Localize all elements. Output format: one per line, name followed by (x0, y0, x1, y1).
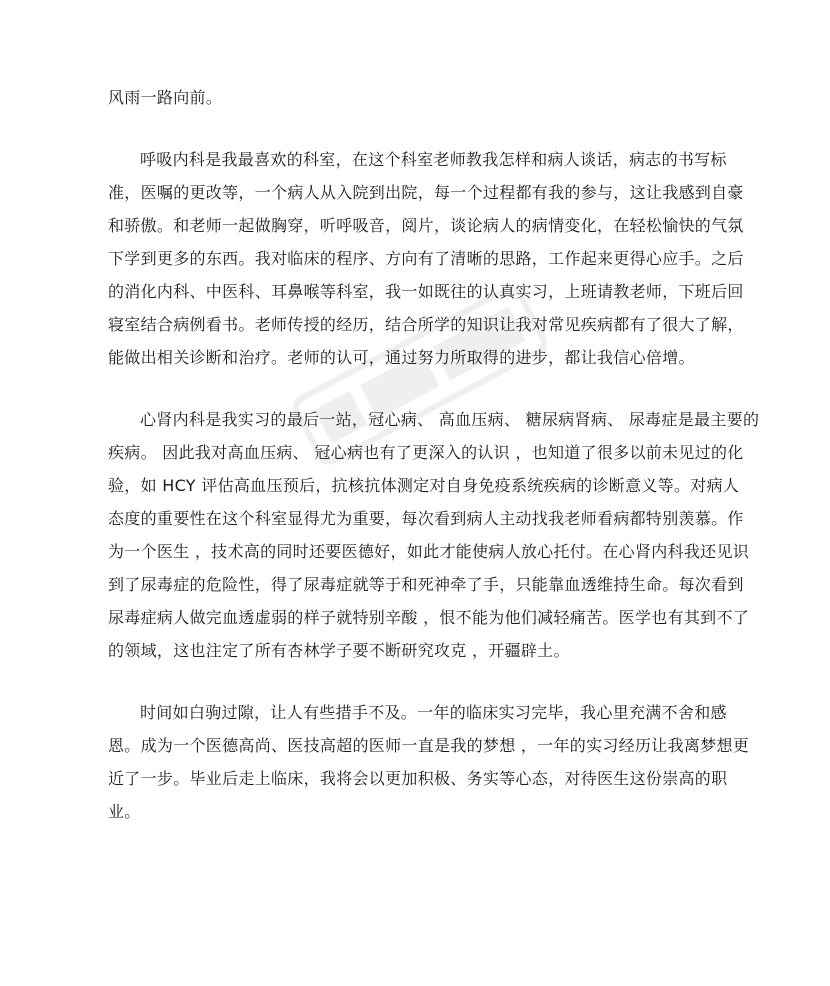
paragraph-3-line-6: 到了尿毒症的危险性，得了尿毒症就等于和死神牵了手，只能靠血透维持生命。每次看到 (108, 575, 744, 594)
paragraph-3-line-1: 心肾内科是我实习的最后一站，冠心病、 高血压病、 糖尿病肾病、 尿毒症是最主要的 (140, 410, 760, 429)
paragraph-3-line-7: 尿毒症病人做完血透虚弱的样子就特别辛酸 ，恨不能为他们减轻痛苦。医学也有其到不了 (108, 608, 750, 627)
paragraph-2-line-6: 寝室结合病例看书。老师传授的经历，结合所学的知识让我对常见疾病都有了很大了解， (108, 315, 744, 334)
paragraph-3-line-5: 为一个医生 ，技术高的同时还要医德好，如此才能使病人放心托付。在心肾内科我还见识 (108, 542, 750, 561)
paragraph-1-line-1: 风雨一路向前。 (108, 88, 223, 107)
paragraph-2-line-4: 下学到更多的东西。我对临床的程序、方向有了清晰的思路，工作起来更得心应手。之后 (108, 249, 744, 268)
paragraph-3-line-2: 疾病。 因此我对高血压病、 冠心病也有了更深入的认识 ，也知道了很多以前未见过的化 (108, 443, 744, 462)
paragraph-3-line-3: 验，如 HCY 评估高血压预后，抗核抗体测定对自身免疫系统疾病的诊断意义等。对病人 (108, 476, 740, 495)
paragraph-2-line-1: 呼吸内科是我最喜欢的科室，在这个科室老师教我怎样和病人谈话，病志的书写标 (140, 150, 727, 169)
paragraph-2-line-7: 能做出相关诊断和治疗。老师的认可，通过努力所取得的进步，都让我信心倍增。 (108, 348, 695, 367)
paragraph-2-line-2: 准，医嘱的更改等，一个病人从入院到出院，每一个过程都有我的参与，这让我感到自豪 (108, 183, 744, 202)
paragraph-2-line-5: 的消化内科、中医科、耳鼻喉等科室，我一如既往的认真实习，上班请教老师，下班后回 (108, 282, 744, 301)
paragraph-3-line-4: 态度的重要性在这个科室显得尤为重要，每次看到病人主动找我老师看病都特别羡慕。作 (108, 509, 744, 528)
paragraph-4-line-4: 业。 (108, 802, 141, 821)
paragraph-2-line-3: 和骄傲。和老师一起做胸穿，听呼吸音，阅片，谈论病人的病情变化，在轻松愉快的气氛 (108, 216, 744, 235)
paragraph-3-line-8: 的领域，这也注定了所有杏林学子要不断研究攻克 ，开疆辟土。 (108, 641, 570, 660)
paragraph-4-line-2: 恩。成为一个医德高尚、医技高超的医师一直是我的梦想 ，一年的实习经历让我离梦想更 (108, 736, 750, 755)
paragraph-4-line-1: 时间如白驹过隙，让人有些措手不及。一年的临床实习完毕，我心里充满不舍和感 (140, 703, 727, 722)
paragraph-4-line-3: 近了一步。毕业后走上临床，我将会以更加积极、务实等心态，对待医生这份崇高的职 (108, 769, 728, 788)
